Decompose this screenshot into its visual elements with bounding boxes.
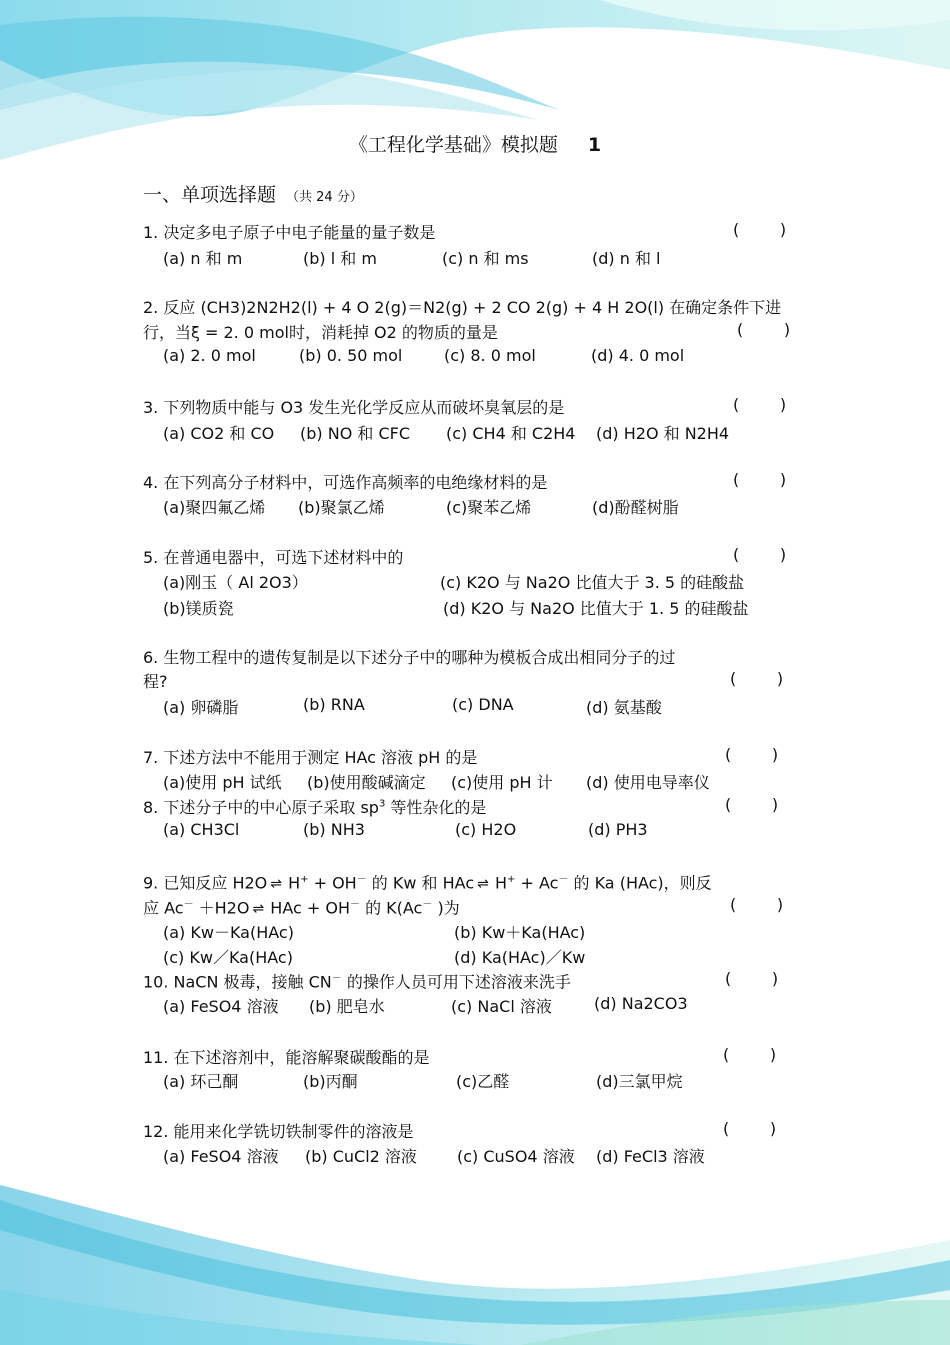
q7-option-c: (c)使用 pH 计 bbox=[451, 773, 553, 792]
question-6-stem-line2: 程? bbox=[143, 672, 168, 691]
q9-stem2-b: ＋H2O bbox=[193, 898, 250, 918]
answer-blank-1[interactable]: ( ) bbox=[733, 220, 787, 239]
q5-option-b: (b)镁质瓷 bbox=[163, 599, 234, 618]
q4-option-c: (c)聚苯乙烯 bbox=[446, 498, 532, 517]
q4-option-b: (b)聚氯乙烯 bbox=[298, 498, 385, 517]
answer-blank-3[interactable]: ( ) bbox=[733, 395, 787, 414]
q8-option-d: (d) PH3 bbox=[588, 820, 648, 839]
answer-blank-7[interactable]: ( ) bbox=[725, 745, 779, 764]
q12-option-b: (b) CuCl2 溶液 bbox=[305, 1147, 417, 1166]
question-4-stem: 4. 在下列高分子材料中，可选作高频率的电绝缘材料的是 bbox=[143, 473, 548, 492]
q12-option-a: (a) FeSO4 溶液 bbox=[163, 1147, 279, 1166]
section-heading bbox=[143, 180, 363, 207]
q2-option-b: (b) 0. 50 mol bbox=[299, 346, 403, 365]
q1-option-d: (d) n 和 l bbox=[592, 249, 661, 268]
question-5-stem: 5. 在普通电器中，可选下述材料中的 bbox=[143, 548, 404, 567]
q12-option-d: (d) FeCl3 溶液 bbox=[596, 1147, 705, 1166]
question-9-stem-line2 bbox=[143, 895, 460, 918]
q9-stem-f: + Ac bbox=[515, 873, 559, 893]
q7-option-b: (b)使用酸碱滴定 bbox=[307, 773, 426, 792]
q11-option-b: (b)丙酮 bbox=[303, 1072, 358, 1091]
q9-plus-sign: + bbox=[300, 874, 309, 885]
q1-option-b: (b) l 和 m bbox=[303, 249, 377, 268]
q2-option-c: (c) 8. 0 mol bbox=[444, 346, 536, 365]
q10-option-a: (a) FeSO4 溶液 bbox=[163, 997, 279, 1016]
title-number: 1 bbox=[587, 134, 602, 156]
answer-blank-11[interactable]: ( ) bbox=[723, 1045, 777, 1064]
q9-minus-sign: － bbox=[356, 874, 367, 885]
q9-stem-d: 的 Kw 和 HAc bbox=[366, 873, 475, 893]
q10-option-b: (b) 肥皂水 bbox=[309, 997, 385, 1016]
q9-stem-c: + OH bbox=[308, 873, 357, 893]
q9-stem-a: 9. 已知反应 H2O bbox=[143, 873, 268, 893]
q9-stem2-c: HAc + OH bbox=[265, 898, 350, 918]
question-8-stem bbox=[143, 795, 486, 818]
q4-option-d: (d)酚醛树脂 bbox=[592, 498, 679, 517]
q10-stem-text: 10. NaCN 极毒，接触 CN bbox=[143, 972, 332, 992]
q6-option-b: (b) RNA bbox=[303, 695, 365, 714]
q9-option-b: (b) Kw＋Ka(HAc) bbox=[454, 923, 586, 942]
equilibrium-arrow-icon: ⇌ bbox=[270, 876, 280, 893]
answer-blank-9[interactable]: ( ) bbox=[730, 895, 784, 914]
q6-option-a: (a) 卵磷脂 bbox=[163, 698, 239, 717]
question-3-stem: 3. 下列物质中能与 O3 发生光化学反应从而破坏臭氧层的是 bbox=[143, 398, 565, 417]
q7-option-d: (d) 使用电导率仪 bbox=[586, 773, 710, 792]
q12-option-c: (c) CuSO4 溶液 bbox=[457, 1147, 575, 1166]
question-7-stem: 7. 下述方法中不能用于测定 HAc 溶液 pH 的是 bbox=[143, 748, 478, 767]
q9-stem2-a: 应 Ac bbox=[143, 898, 184, 918]
answer-blank-4[interactable]: ( ) bbox=[733, 470, 787, 489]
q11-option-d: (d)三氯甲烷 bbox=[596, 1072, 683, 1091]
q2-option-d: (d) 4. 0 mol bbox=[591, 346, 685, 365]
page-title bbox=[0, 130, 950, 157]
q5-option-d: (d) K2O 与 Na2O 比值大于 1. 5 的硅酸盐 bbox=[443, 599, 749, 618]
q7-option-a: (a)使用 pH 试纸 bbox=[163, 773, 282, 792]
q4-option-a: (a)聚四氟乙烯 bbox=[163, 498, 266, 517]
section-note: （共 24 分） bbox=[286, 190, 363, 205]
question-12-stem: 12. 能用来化学铣切铁制零件的溶液是 bbox=[143, 1122, 414, 1141]
answer-blank-8[interactable]: ( ) bbox=[725, 795, 779, 814]
q9-stem2-d: 的 K(Ac bbox=[359, 898, 423, 918]
answer-blank-2[interactable]: ( ) bbox=[737, 320, 791, 339]
question-2-stem-line2: 行，当ξ = 2. 0 mol时，消耗掉 O2 的物质的量是 bbox=[143, 323, 498, 342]
title-text: 《工程化学基础》模拟题 bbox=[348, 134, 558, 156]
question-6-stem: 6. 生物工程中的遗传复制是以下述分子中的哪种为模板合成出相同分子的过 bbox=[143, 648, 676, 667]
question-10-stem bbox=[143, 969, 571, 992]
q9-stem-e: H bbox=[489, 873, 507, 893]
q3-option-c: (c) CH4 和 C2H4 bbox=[446, 424, 576, 443]
q9-stem-g: 的 Ka (HAc)，则反 bbox=[568, 873, 712, 893]
answer-blank-12[interactable]: ( ) bbox=[723, 1119, 777, 1138]
question-11-stem: 11. 在下述溶剂中，能溶解聚碳酸酯的是 bbox=[143, 1048, 430, 1067]
q5-option-c: (c) K2O 与 Na2O 比值大于 3. 5 的硅酸盐 bbox=[440, 573, 745, 592]
q9-minus-sign-3: － bbox=[183, 899, 194, 910]
q5-option-a: (a)刚玉（ Al 2O3） bbox=[163, 573, 308, 592]
q9-option-c: (c) Kw／Ka(HAc) bbox=[163, 948, 293, 967]
q9-minus-sign-5: － bbox=[422, 899, 433, 910]
q6-option-d: (d) 氨基酸 bbox=[586, 698, 662, 717]
q1-option-a: (a) n 和 m bbox=[163, 249, 243, 268]
q1-option-c: (c) n 和 ms bbox=[442, 249, 529, 268]
q11-option-c: (c)乙醛 bbox=[456, 1072, 510, 1091]
equilibrium-arrow-icon: ⇌ bbox=[477, 876, 487, 893]
question-9-stem bbox=[143, 870, 712, 893]
q9-option-d: (d) Ka(HAc)／Kw bbox=[454, 948, 586, 967]
q8-option-b: (b) NH3 bbox=[303, 820, 365, 839]
q8-stem-text: 8. 下述分子中的中心原子采取 sp bbox=[143, 798, 379, 817]
q8-option-a: (a) CH3Cl bbox=[163, 820, 240, 839]
question-1-stem: 1. 决定多电子原子中电子能量的量子数是 bbox=[143, 223, 436, 242]
answer-blank-6[interactable]: ( ) bbox=[730, 669, 784, 688]
q9-option-a: (a) Kw－Ka(HAc) bbox=[163, 923, 294, 942]
q8-option-c: (c) H2O bbox=[455, 820, 517, 839]
q10-option-c: (c) NaCl 溶液 bbox=[451, 997, 552, 1016]
q3-option-a: (a) CO2 和 CO bbox=[163, 424, 275, 443]
q10-minus-sign: － bbox=[331, 973, 342, 984]
q2-option-a: (a) 2. 0 mol bbox=[163, 346, 256, 365]
section-label: 一、单项选择题 bbox=[143, 184, 277, 206]
question-2-stem: 2. 反应 (CH3)2N2H2(l) + 4 O 2(g)＝N2(g) + 2 CO 2(g) + 4 H 2O(l) 在确定条件下进 bbox=[143, 298, 782, 317]
answer-blank-10[interactable]: ( ) bbox=[725, 969, 779, 988]
q6-option-c: (c) DNA bbox=[452, 695, 514, 714]
q9-plus-sign-2: + bbox=[506, 874, 516, 885]
answer-blank-5[interactable]: ( ) bbox=[733, 545, 787, 564]
q9-stem-b: H bbox=[282, 873, 301, 893]
q8-stem-tail: 等性杂化的是 bbox=[385, 798, 487, 817]
equilibrium-arrow-icon: ⇌ bbox=[252, 901, 263, 918]
q3-option-b: (b) NO 和 CFC bbox=[300, 424, 411, 443]
q3-option-d: (d) H2O 和 N2H4 bbox=[596, 424, 730, 443]
q9-stem2-e: )为 bbox=[432, 898, 460, 918]
q8-superscript: 3 bbox=[378, 798, 386, 810]
q9-minus-sign-2: － bbox=[558, 874, 569, 885]
q9-minus-sign-4: － bbox=[349, 899, 360, 910]
q11-option-a: (a) 环己酮 bbox=[163, 1072, 239, 1091]
q10-stem-tail: 的操作人员可用下述溶液来洗手 bbox=[341, 972, 571, 992]
q10-option-d: (d) Na2CO3 bbox=[594, 994, 688, 1013]
